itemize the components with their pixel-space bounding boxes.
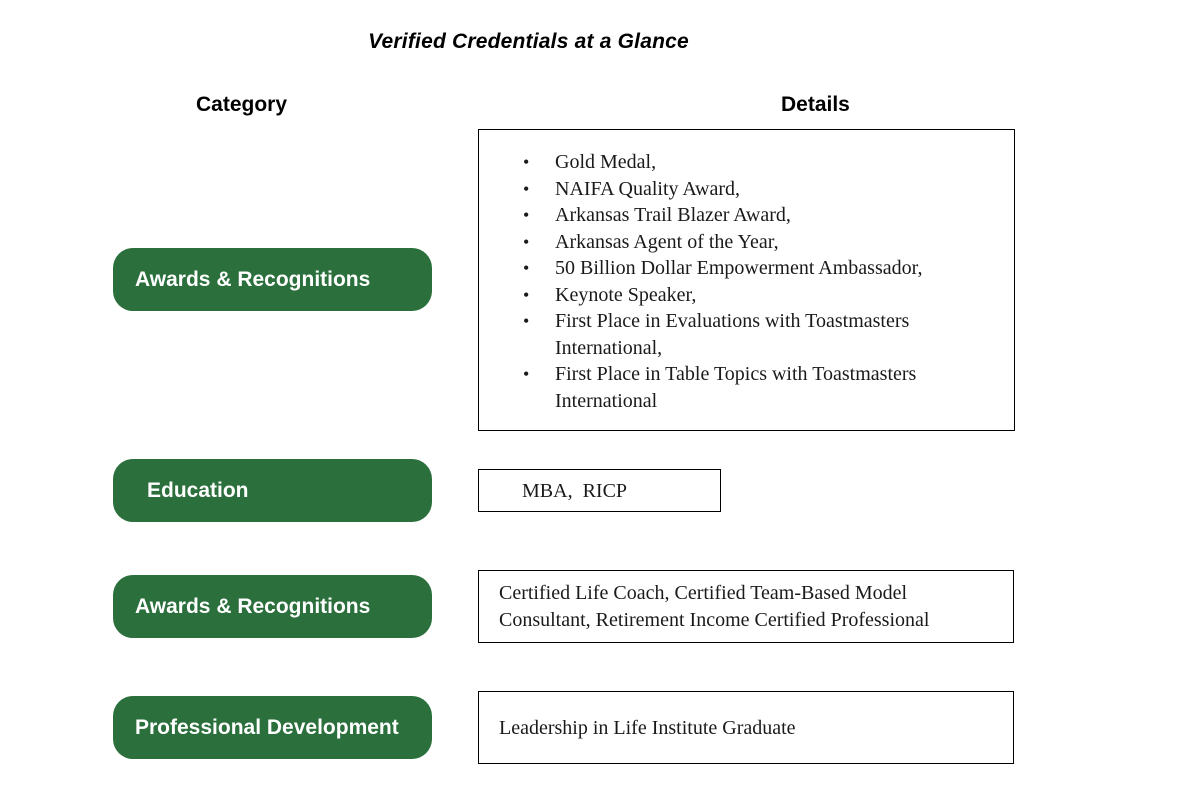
category-pill-awards-recognitions: Awards & Recognitions xyxy=(113,248,432,311)
list-item: • Arkansas Agent of the Year, xyxy=(523,230,779,253)
category-column-header: Category xyxy=(196,93,288,116)
list-item: • Gold Medal, xyxy=(523,151,657,173)
page-title: Verified Credentials at a Glance xyxy=(368,30,689,53)
list-item: • Keynote Speaker, xyxy=(523,283,697,306)
list-item: • NAIFA Quality Award, xyxy=(523,177,740,200)
list-item: • First Place in Table Topics with Toastmasters International xyxy=(523,363,917,412)
awards-list xyxy=(523,149,1014,414)
details-box-awards-recognitions xyxy=(478,129,1015,431)
category-pill-awards-recognitions-2: Awards & Recognitions xyxy=(113,575,432,638)
list-item: • First Place in Evaluations with Toastmasters International, xyxy=(523,310,910,359)
category-pill-education: Education xyxy=(113,459,432,522)
details-box-professional-development: Leadership in Life Institute Graduate xyxy=(478,691,1014,764)
category-pill-professional-development: Professional Development xyxy=(113,696,432,759)
details-column-header: Details xyxy=(781,93,850,116)
details-box-certifications: Certified Life Coach, Certified Team-Based Model Consultant, Retirement Income Certified Professional xyxy=(478,570,1014,643)
list-item: • 50 Billion Dollar Empowerment Ambassador, xyxy=(523,257,923,279)
details-box-education: MBA, RICP xyxy=(478,469,721,512)
list-item: • Arkansas Trail Blazer Award, xyxy=(523,204,791,226)
